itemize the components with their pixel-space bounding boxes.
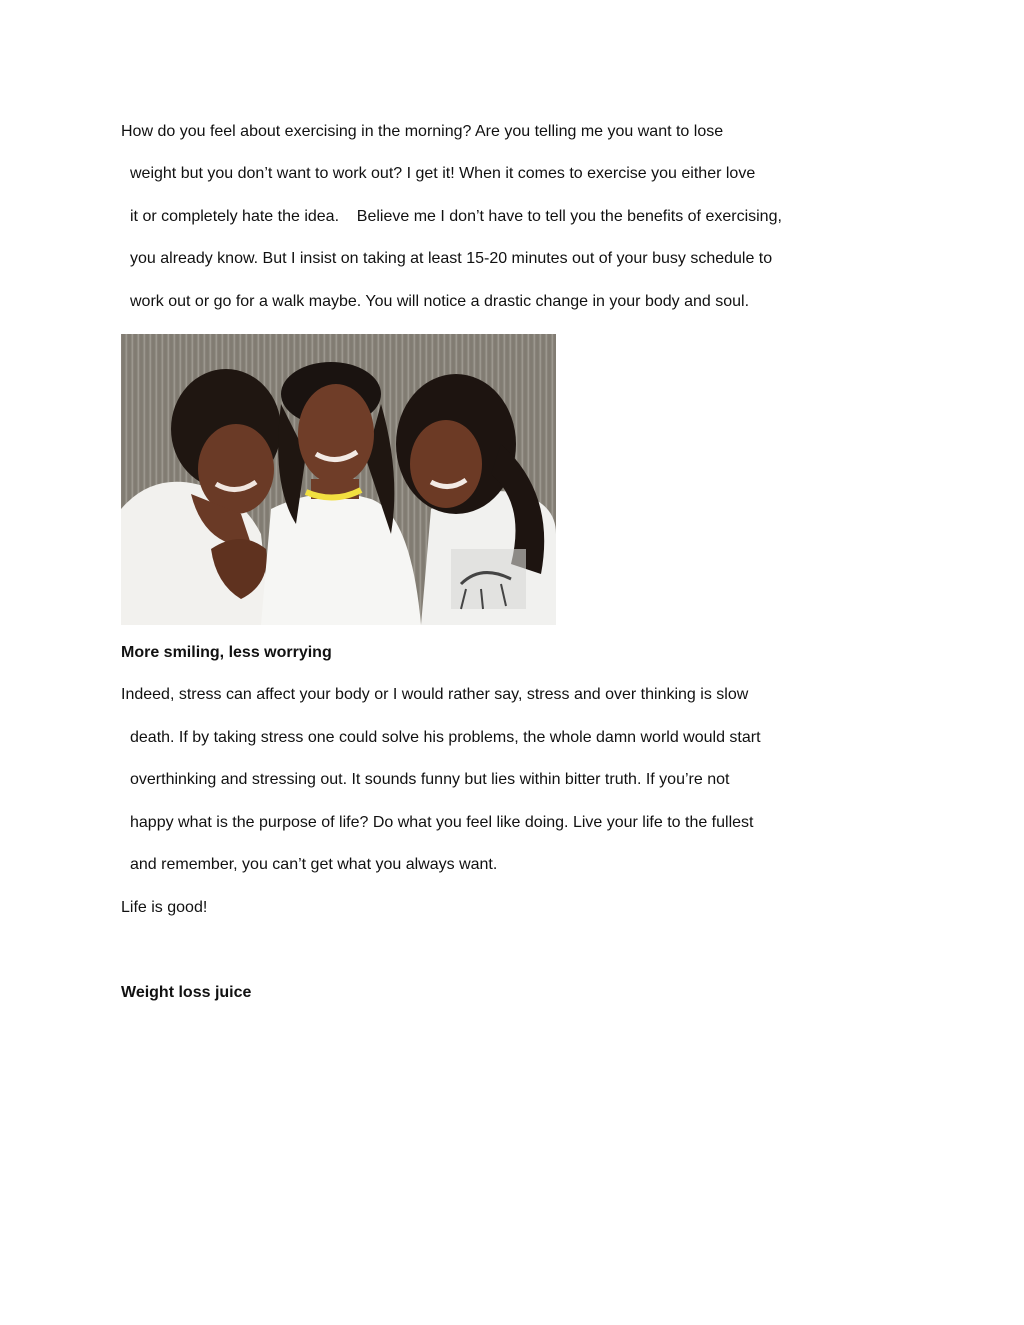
smiling-line-4: happy what is the purpose of life? Do what you feel like doing. Live your life to the fullest	[130, 814, 754, 831]
section-heading-smiling: More smiling, less worrying	[121, 644, 332, 661]
smiling-line-3: overthinking and stressing out. It sounds funny but lies within bitter truth. If you’re not	[130, 771, 730, 788]
intro-line-1: How do you feel about exercising in the morning? Are you telling me you want to lose	[121, 123, 724, 140]
smiling-line-1: Indeed, stress can affect your body or I would rather say, stress and over thinking is slow	[121, 686, 749, 703]
smiling-line-5: and remember, you can’t get what you always want.	[130, 856, 498, 873]
intro-line-2: weight but you don’t want to work out? I get it! When it comes to exercise you either love	[130, 165, 756, 182]
intro-line-5: work out or go for a walk maybe. You will notice a drastic change in your body and soul.	[130, 293, 750, 310]
intro-line-3: it or completely hate the idea. Believe me I don’t have to tell you the benefits of exercising,	[130, 208, 782, 225]
smiling-line-2: death. If by taking stress one could solve his problems, the whole damn world would start	[130, 729, 761, 746]
closing-line: Life is good!	[121, 899, 208, 916]
section-heading-juice: Weight loss juice	[121, 984, 252, 1001]
photo-three-women	[121, 334, 556, 625]
photo-illustration	[121, 334, 556, 625]
intro-line-4: you already know. But I insist on taking at least 15-20 minutes out of your busy schedule to	[130, 250, 773, 267]
